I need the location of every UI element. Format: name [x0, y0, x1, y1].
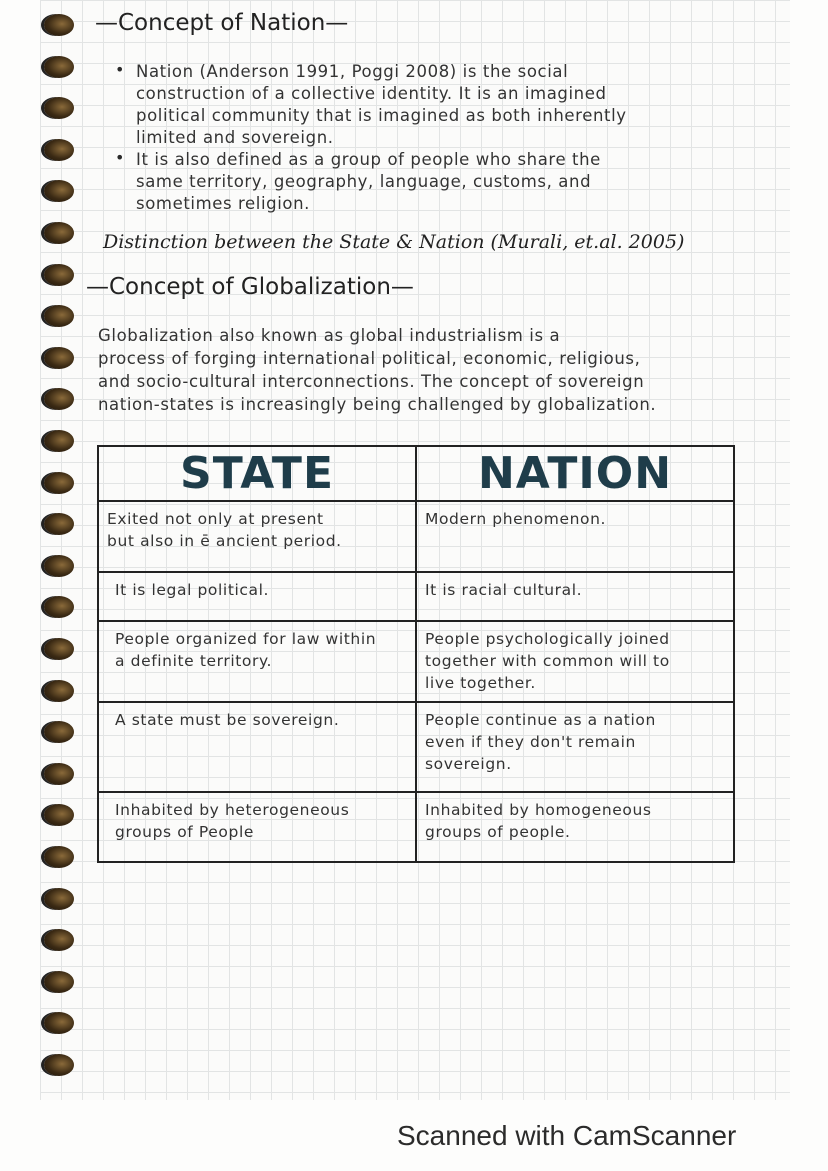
nation-cell — [416, 572, 734, 621]
nation-bullet-1 — [136, 61, 627, 149]
bullet-icon: • — [115, 60, 125, 79]
heading-concept-of-nation: —Concept of Nation— — [95, 10, 349, 36]
text-line: It is also defined as a group of people who share the — [136, 150, 601, 169]
text-line: groups of People — [115, 823, 254, 841]
text-line: live together. — [425, 674, 536, 692]
binding-ring-icon — [44, 139, 74, 161]
binding-ring-icon — [44, 888, 74, 910]
header-state: STATE — [98, 446, 416, 501]
text-line: Inhabited by heterogeneous — [115, 801, 350, 819]
text-line: even if they don't remain — [425, 733, 636, 751]
text-line: construction of a collective identity. It is an imagined — [136, 84, 607, 103]
table-row — [98, 792, 734, 862]
binding-ring-icon — [44, 222, 74, 244]
state-cell — [98, 792, 416, 862]
text-line: together with common will to — [425, 652, 670, 670]
binding-ring-icon — [44, 430, 74, 452]
state-cell — [98, 572, 416, 621]
text-line: Exited not only at present — [107, 510, 324, 528]
text-line: People organized for law within — [115, 630, 377, 648]
nation-cell — [416, 702, 734, 792]
binding-ring-icon — [44, 264, 74, 286]
text-line: Nation (Anderson 1991, Poggi 2008) is the social — [136, 62, 569, 81]
text-line: People continue as a nation — [425, 711, 656, 729]
nation-cell — [416, 792, 734, 862]
binding-ring-icon — [44, 1054, 74, 1076]
text-line: political community that is imagined as both inherently — [136, 106, 627, 125]
text-line: sometimes religion. — [136, 194, 311, 213]
text-line: groups of people. — [425, 823, 571, 841]
header-nation: NATION — [416, 446, 734, 501]
binding-ring-icon — [44, 680, 74, 702]
binding-ring-icon — [44, 555, 74, 577]
state-cell — [98, 702, 416, 792]
text-line: Inhabited by homogeneous — [425, 801, 652, 819]
nation-bullet-2 — [136, 149, 601, 215]
binding-ring-icon — [44, 971, 74, 993]
state-cell — [98, 501, 416, 572]
nation-cell — [416, 501, 734, 572]
text-line: same territory, geography, language, customs, and — [136, 172, 592, 191]
text-line: A state must be sovereign. — [115, 711, 340, 729]
text-line: Globalization also known as global industrialism is a — [98, 326, 561, 345]
table-row — [98, 501, 734, 572]
text-line: but also in ē ancient period. — [107, 532, 342, 550]
state-nation-table — [97, 445, 735, 863]
binding-ring-icon — [44, 347, 74, 369]
nation-cell — [416, 621, 734, 702]
binding-ring-icon — [44, 14, 74, 36]
text-line: process of forging international political, economic, religious, — [98, 349, 641, 368]
text-line: limited and sovereign. — [136, 128, 334, 147]
table-row — [98, 572, 734, 621]
text-line: nation-states is increasingly being challenged by globalization. — [98, 395, 657, 414]
text-line: and socio-cultural interconnections. The concept of sovereign — [98, 372, 645, 391]
table-row — [98, 702, 734, 792]
camscanner-watermark: Scanned with CamScanner — [397, 1120, 737, 1151]
binding-ring-icon — [44, 56, 74, 78]
distinction-caption: Distinction between the State & Nation (Murali, et.al. 2005) — [103, 231, 685, 253]
binding-ring-icon — [44, 846, 74, 868]
text-line: sovereign. — [425, 755, 512, 773]
text-line: a definite territory. — [115, 652, 273, 670]
text-line: It is racial cultural. — [425, 581, 583, 599]
text-line: People psychologically joined — [425, 630, 670, 648]
binding-ring-icon — [44, 472, 74, 494]
text-line: It is legal political. — [115, 581, 270, 599]
bullet-icon: • — [115, 148, 125, 167]
text-line: Modern phenomenon. — [425, 510, 607, 528]
binding-ring-icon — [44, 638, 74, 660]
table-row — [98, 621, 734, 702]
binding-ring-icon — [44, 763, 74, 785]
state-cell — [98, 621, 416, 702]
heading-concept-of-globalization: —Concept of Globalization— — [86, 274, 414, 300]
globalization-paragraph — [98, 324, 656, 416]
